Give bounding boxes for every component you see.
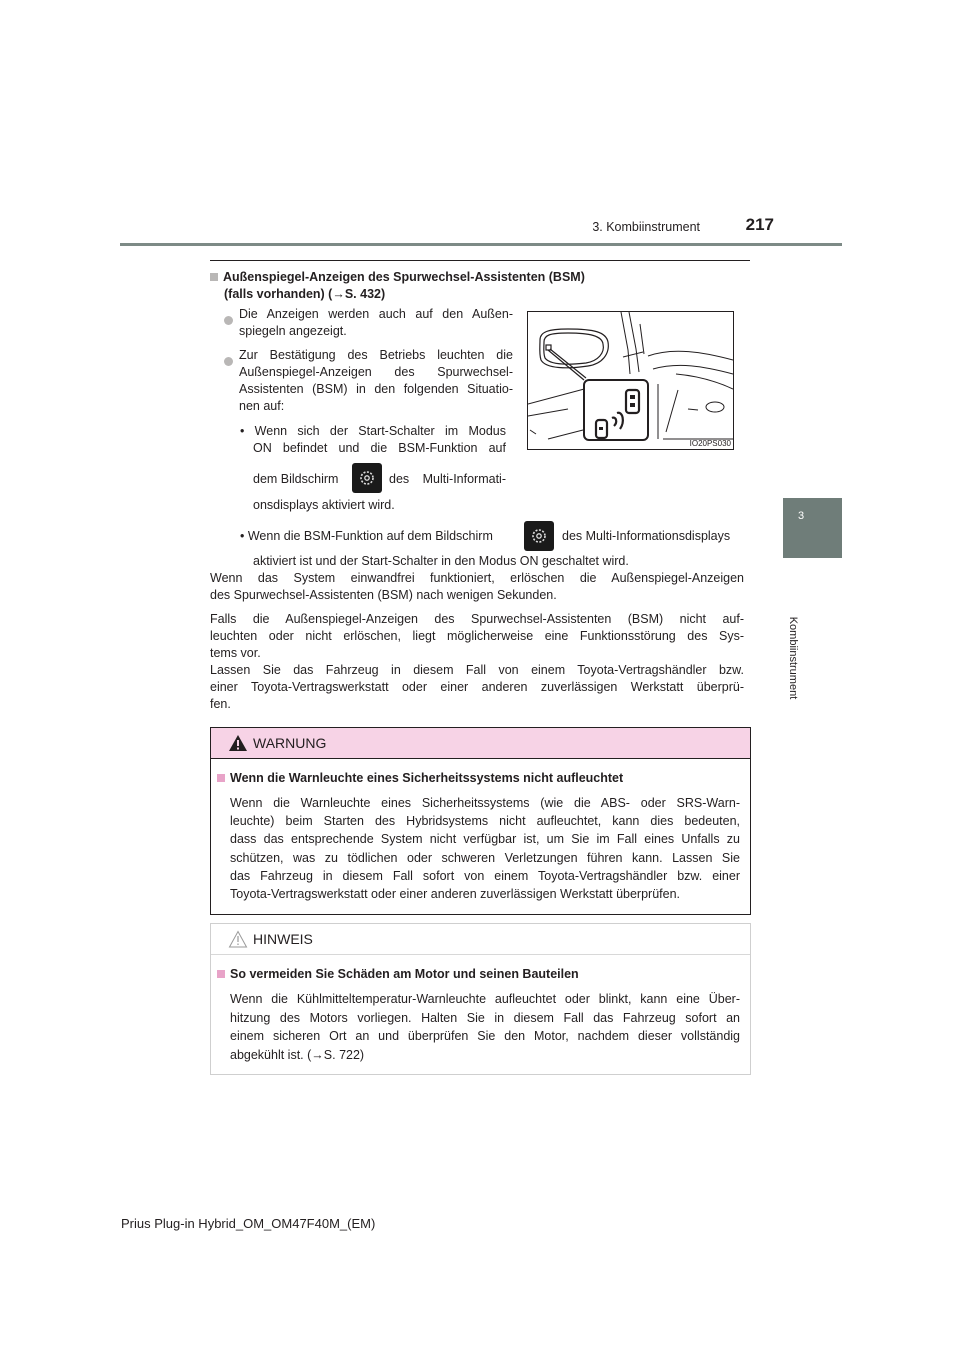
- paragraph-1: Wenn das System einwandfrei funktioniert, erlöschen die Außenspiegel-Anzeigen des Spurwechsel-Assistenten (BSM) nach wenigen Sekunden.: [210, 571, 744, 602]
- paragraph-2: Falls die Außenspiegel-Anzeigen des Spurwechsel-Assistenten (BSM) nicht auf- leuchten oder nicht erlöschen, liegt möglicherweise eine Funktionsstörung des Sys- tems vor. Lassen Sie das Fahrzeug in diesem Fall von einem Toyota-Vertragshändler bzw. einer Toyota-Vertragswerkstatt oder einer anderen zuverlässigen Werkstatt überprü- fen.: [210, 612, 744, 711]
- sub-bullet-1-line3b: des Multi-Informati-: [389, 472, 506, 486]
- sub-bullet-1-line3a: dem Bildschirm: [253, 472, 339, 486]
- notice-header: [211, 924, 750, 955]
- bullet-text-2: Zur Bestätigung des Betriebs leuchten die Außenspiegel-Anzeigen des Spurwechsel- Assistenten (BSM) in den folgenden Situatio- nen auf:: [239, 348, 513, 413]
- page-number: 217: [745, 215, 774, 234]
- bsm-mirror-figure: [527, 311, 734, 450]
- chapter-tab: [783, 498, 842, 558]
- section-rule: [210, 260, 750, 261]
- warning-label: WARNUNG: [253, 735, 327, 751]
- circle-bullet-icon: [224, 353, 233, 371]
- square-bullet-icon: [217, 774, 225, 782]
- warning-box: [210, 727, 751, 915]
- circle-bullet-icon: [224, 312, 233, 330]
- sub-bullet-2-line1a: • Wenn die BSM-Funktion auf dem Bildschirm: [240, 529, 493, 543]
- sub-bullet-2-line2: aktiviert ist und der Start-Schalter in den Modus ON geschaltet wird.: [253, 554, 629, 568]
- bullet-text-1: Die Anzeigen werden auch auf den Außen- spiegeln angezeigt.: [239, 307, 513, 338]
- footer-document-id: Prius Plug-in Hybrid_OM_OM47F40M_(EM): [121, 1216, 376, 1231]
- notice-label: HINWEIS: [253, 931, 313, 947]
- chapter-tab-number: 3: [797, 510, 805, 522]
- settings-gear-icon: [352, 463, 382, 493]
- chapter-side-label-text: Kombiinstrument: [787, 616, 799, 700]
- sub-bullet-1: • Wenn sich der Start-Schalter im Modus ON befindet und die BSM-Funktion auf: [240, 424, 506, 455]
- chapter-header: 3. Kombiinstrument: [592, 220, 700, 234]
- warning-text: Wenn die Warnleuchte eines Sicherheitssystems (wie die ABS- oder SRS-Warn- leuchte) beim Starten des Hybridsystems nicht aufleuchtet, kann dies bedeuten, dass das entsprechende System nicht verfügbar ist, um Sie im Fall eines Unfalls zu schützen, was zu tödlichen oder schweren Verletzungen führen kann. Lassen Sie das Fahrzeug in diesem Fall sofort von einem Toyota-Vertragshändler bzw. einer Toyota-Vertragswerkstatt oder einer anderen zuverlässigen Werkstatt überprüfen.: [230, 796, 740, 902]
- sub-bullet-2-line1b: des Multi-Informationsdisplays: [562, 529, 731, 543]
- notice-title: So vermeiden Sie Schäden am Motor und seinen Bauteilen: [217, 966, 579, 983]
- chapter-side-label: [780, 616, 810, 700]
- square-bullet-icon: [210, 273, 218, 281]
- figure-code: IO20PS030: [689, 439, 731, 448]
- warning-title: Wenn die Warnleuchte eines Sicherheitssystems nicht aufleuchtet: [217, 770, 623, 787]
- sub-bullet-1-line4: onsdisplays aktiviert wird.: [253, 498, 395, 512]
- caution-triangle-icon: [228, 930, 248, 948]
- notice-text: Wenn die Kühlmitteltemperatur-Warnleuchte aufleuchtet oder blinkt, kann eine Über- hitzung des Motors vorliegen. Halten Sie in diesem Fall das Fahrzeug sofort an einem sicheren Ort an und überprüfen Sie den Motor, nachdem dieser vollständig abgekühlt ist. (→S. 722): [230, 992, 740, 1062]
- settings-gear-icon: [524, 521, 554, 551]
- header-rule: [120, 243, 842, 246]
- section-title: Außenspiegel-Anzeigen des Spurwechsel-Assistenten (BSM) (falls vorhanden) (→S. 432): [210, 269, 750, 303]
- notice-box: [210, 923, 751, 1075]
- warning-header: [211, 728, 750, 759]
- warning-triangle-icon: [228, 734, 248, 752]
- square-bullet-icon: [217, 970, 225, 978]
